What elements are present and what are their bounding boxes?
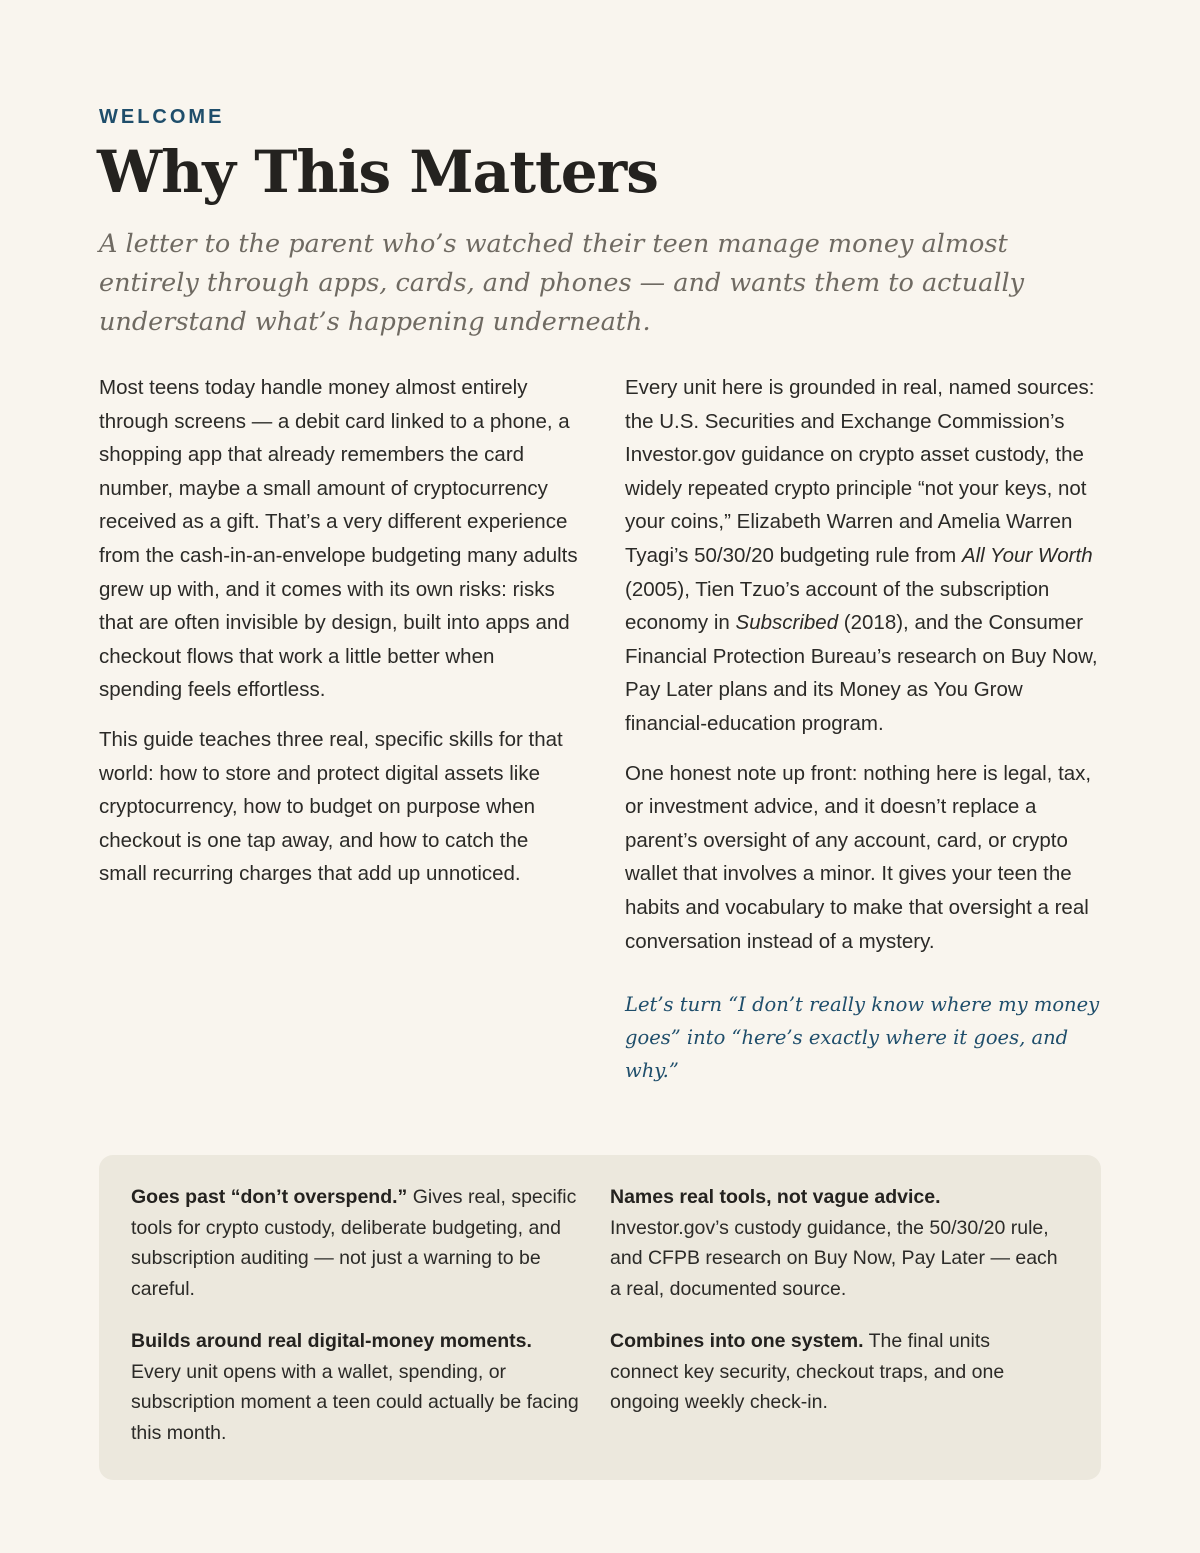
highlight-text: Investor.gov’s custody guidance, the 50/30/20 rule, and CFPB research on Buy Now, Pay Later — each a real, documented source. — [610, 1216, 1058, 1300]
highlights-callout — [99, 1155, 1101, 1480]
highlight-item — [131, 1326, 581, 1448]
page-title: Why This Matters — [97, 138, 658, 206]
highlight-item — [610, 1182, 1060, 1304]
sources-text-c: (2018), and the Consumer Financial Protection Bureau’s research on Buy Now, Pay Later plans and its Money as You Grow financial-education program. — [625, 611, 1098, 735]
book-title-subscribed: Subscribed — [735, 611, 839, 635]
highlight-item — [610, 1326, 1060, 1418]
right-paragraph-2: One honest note up front: nothing here is legal, tax, or investment advice, and it doesn’t replace a parent’s oversight of any account, card, or crypto wallet that involves a minor. It gives your teen the habits and vocabulary to make that oversight a real conversation instead of a mystery. — [625, 761, 1092, 953]
section-eyebrow: WELCOME — [99, 106, 225, 128]
highlight-text: The final units connect key security, checkout traps, and one ongoing weekly check-in. — [610, 1330, 1005, 1414]
left-column — [99, 371, 579, 907]
highlight-lead: Combines into one system. — [610, 1330, 864, 1352]
closing-quote: Let’s turn “I don’t really know where my money goes” into “here’s exactly where it goes, and why.” — [625, 993, 1100, 1083]
sources-text-b: (2005), Tien Tzuo’s account of the subscription economy in — [625, 577, 1050, 635]
right-paragraph-1 — [625, 371, 1105, 741]
highlight-item — [131, 1182, 581, 1304]
highlight-lead: Builds around real digital-money moments. — [131, 1330, 532, 1352]
right-column — [625, 371, 1105, 1103]
left-paragraph-1: Most teens today handle money almost entirely through screens — a debit card linked to a phone, a shopping app that already remembers the card number, maybe a small amount of cryptocurrency received as a gift. That’s a very different experience from the cash-in-an-envelope budgeting many adults grew up with, and it comes with its own risks: risks that are often invisible by design, built into apps and checkout flows that work a little better when spending feels effortless. — [99, 376, 578, 702]
highlight-lead: Names real tools, not vague advice. — [610, 1186, 941, 1208]
highlight-lead: Goes past “don’t overspend.” — [131, 1186, 408, 1208]
page-subtitle: A letter to the parent who’s watched their teen manage money almost entirely through apps, cards, and phones — and wants them to actually understand what’s happening underneath. — [99, 229, 1025, 337]
left-paragraph-2: This guide teaches three real, specific skills for that world: how to store and protect digital assets like cryptocurrency, how to budget on purpose when checkout is one tap away, and how to catch the small recurring charges that add up unnoticed. — [99, 727, 563, 886]
highlight-text: Gives real, specific tools for crypto custody, deliberate budgeting, and subscription auditing — not just a warning to be careful. — [131, 1186, 577, 1300]
sources-text-a: Every unit here is grounded in real, named sources: the U.S. Securities and Exchange Commission’s Investor.gov guidance on crypto asset custody, the widely repeated crypto principle “not your keys, not your coins,” Elizabeth Warren and Amelia Warren Tyagi’s 50/30/20 budgeting rule from — [625, 376, 1095, 567]
book-title-all-your-worth: All Your Worth — [961, 543, 1093, 567]
highlight-text: Every unit opens with a wallet, spending, or subscription moment a teen could actually be facing this month. — [131, 1360, 579, 1444]
